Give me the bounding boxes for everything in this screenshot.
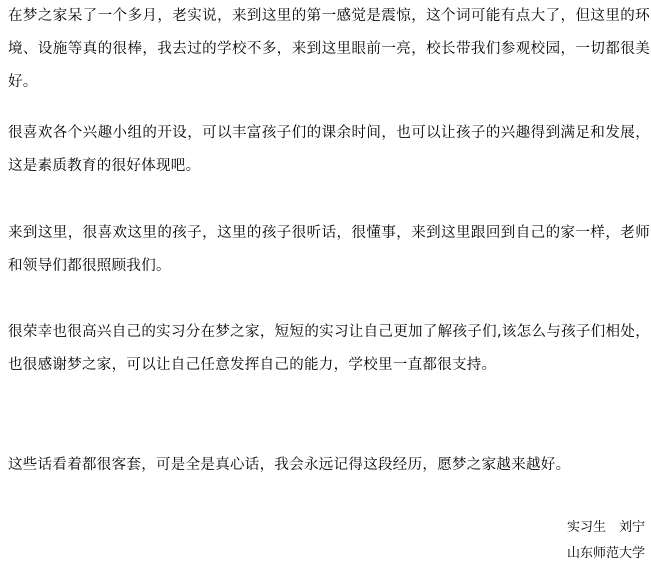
signature-school: 山东师范大学 xyxy=(566,546,645,561)
paragraph-2: 很喜欢各个兴趣小组的开设，可以丰富孩子们的课余时间，也可以让孩子的兴趣得到满足和发展，这是素质教育的很好体现吧。 xyxy=(8,125,650,174)
signature-name: 实习生 刘宁 xyxy=(566,520,645,535)
paragraph-5: 这些话看着都很客套，可是全是真心话，我会永远记得这段经历，愿梦之家越来越好。 xyxy=(8,457,571,473)
paragraph-4: 很荣幸也很高兴自己的实习分在梦之家，短短的实习让自己更加了解孩子们,该怎么与孩子们相处，也很感谢梦之家，可以让自己任意发挥自己的能力，学校里一直都很支持。 xyxy=(8,324,650,373)
paragraph-3: 来到这里，很喜欢这里的孩子，这里的孩子很听话，很懂事，来到这里跟回到自己的家一样，老师和领导们都很照顾我们。 xyxy=(8,225,650,274)
paragraph-1: 在梦之家呆了一个多月，老实说，来到这里的第一感觉是震惊，这个词可能有点大了，但这里的环境、设施等真的很棒，我去过的学校不多，来到这里眼前一亮，校长带我们参观校园，一切都很美好。 xyxy=(8,8,650,90)
